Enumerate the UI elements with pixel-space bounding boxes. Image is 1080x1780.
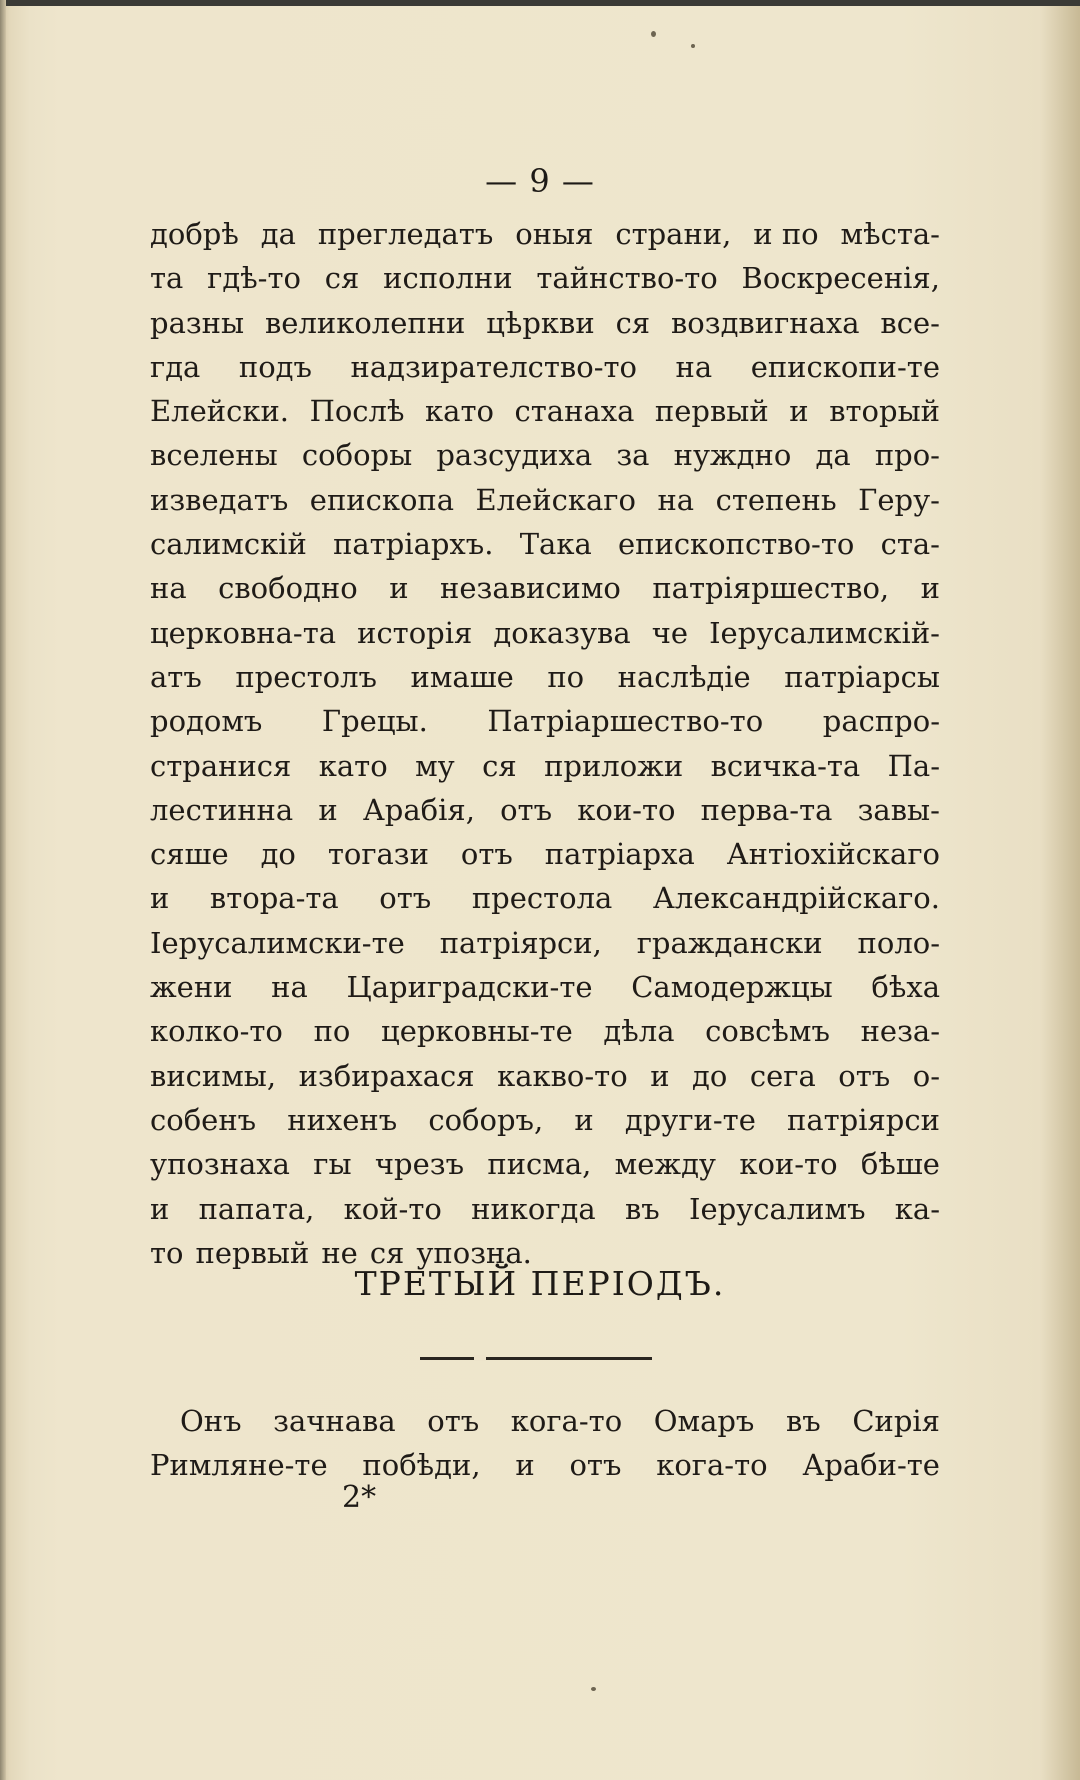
word: като — [425, 394, 494, 429]
text-line — [150, 301, 940, 345]
text-line — [150, 1098, 940, 1142]
word: че — [651, 615, 689, 650]
word: престола — [471, 881, 613, 916]
text-line — [150, 965, 940, 1009]
word: наслѣдіе — [617, 659, 751, 694]
word: соборъ, — [428, 1102, 544, 1137]
word: ся — [324, 261, 360, 296]
word: Римляне-те — [150, 1448, 328, 1483]
word: патріарха — [544, 837, 695, 872]
text-line — [150, 1142, 940, 1186]
paragraph-1 — [150, 212, 940, 1275]
word: сяше — [150, 837, 229, 872]
word: бѣше — [860, 1147, 940, 1182]
word: совсѣмъ — [705, 1014, 830, 1049]
word: церковны-те — [381, 1014, 573, 1049]
word: на — [657, 482, 695, 517]
word: патріархъ. — [333, 527, 494, 562]
word: патріяршество, — [652, 571, 890, 606]
signature-mark: 2* — [342, 1480, 377, 1515]
word: завы- — [857, 792, 940, 827]
word: Іерусалимски-те — [150, 925, 405, 960]
word: патріярси — [787, 1102, 940, 1137]
word: отъ — [569, 1448, 622, 1483]
word: прегледатъ — [317, 217, 494, 251]
word: Патріаршество-то — [487, 704, 764, 739]
word: Александрійскаго. — [652, 881, 940, 916]
word: втора-та — [209, 881, 339, 916]
word: отъ — [500, 792, 553, 827]
word: Елейскаго — [475, 482, 636, 517]
text-line — [150, 1054, 940, 1098]
word: Самодержцы — [631, 970, 833, 1005]
text-line — [150, 1187, 940, 1231]
word: приложи — [544, 748, 684, 783]
word: и — [920, 571, 940, 606]
word: отъ — [379, 881, 432, 916]
word: первый — [195, 1235, 310, 1270]
text-line — [150, 1443, 940, 1487]
word: да — [815, 438, 851, 473]
word: епископа — [309, 482, 455, 517]
word: като — [318, 748, 388, 783]
word: тогази — [327, 837, 429, 872]
word: и — [574, 1102, 594, 1137]
word: и по — [753, 217, 819, 251]
word: дѣла — [603, 1014, 675, 1049]
word: гда — [150, 349, 201, 384]
word: кога-то — [656, 1448, 768, 1483]
word: Послѣ — [309, 394, 405, 429]
word: отъ — [427, 1404, 480, 1438]
word: жени — [150, 970, 233, 1005]
paper-speck — [651, 31, 656, 37]
word: кога-то — [510, 1404, 623, 1438]
word: папата, — [198, 1191, 315, 1226]
word: собенъ — [150, 1102, 257, 1137]
word: чрезъ — [374, 1147, 465, 1182]
text-line — [150, 699, 940, 743]
word: по — [313, 1014, 351, 1049]
word: до — [692, 1058, 728, 1093]
word: мѣста- — [840, 217, 940, 251]
word: Іерусалимъ — [688, 1191, 866, 1226]
word: епископи-те — [750, 349, 940, 384]
word: упознаха — [150, 1147, 290, 1182]
text-line — [150, 389, 940, 433]
word: Сирія — [852, 1404, 940, 1438]
word: воздвигнаха — [670, 305, 860, 340]
text-line — [150, 566, 940, 610]
text-line — [150, 212, 940, 256]
word: въ — [624, 1191, 660, 1226]
word: ся — [615, 305, 651, 340]
word: имаше — [410, 659, 514, 694]
word: гдѣ-то — [207, 261, 301, 296]
word: отъ — [460, 837, 513, 872]
word: други-те — [624, 1102, 756, 1137]
page-top-edge — [0, 0, 1080, 6]
word: висимы, — [150, 1058, 277, 1093]
word: станаха — [514, 394, 635, 429]
word: на — [150, 571, 187, 606]
text-line — [150, 611, 940, 655]
text-line — [150, 655, 940, 699]
word: и — [515, 1448, 535, 1483]
page-number: — 9 — — [485, 162, 595, 200]
text-line — [150, 256, 940, 300]
word: первый — [654, 394, 769, 429]
word: Араби-те — [802, 1448, 940, 1483]
word: про- — [874, 438, 940, 473]
word: избирахася — [298, 1058, 475, 1093]
word: за — [616, 438, 650, 473]
paragraph-2 — [150, 1399, 940, 1488]
word: до — [260, 837, 296, 872]
word: тайнство-то — [536, 261, 718, 296]
word: Арабія, — [362, 792, 475, 827]
word: неза- — [860, 1014, 940, 1049]
word: зачнава — [273, 1404, 396, 1438]
text-line — [150, 788, 940, 832]
word: Цариградски-те — [346, 970, 593, 1005]
word: цѣркви — [486, 305, 595, 340]
word: вторый — [829, 394, 940, 429]
word: Воскресенія, — [741, 261, 940, 296]
word: побѣди, — [362, 1448, 481, 1483]
word: церковна-та — [150, 615, 337, 650]
word: Така — [519, 527, 592, 562]
word: въ — [785, 1404, 821, 1438]
word: патріярси, — [439, 925, 602, 960]
word: гы — [313, 1147, 352, 1182]
word: не — [321, 1235, 358, 1270]
word: разсудиха — [436, 438, 593, 473]
text-line — [150, 1399, 940, 1443]
text-line — [150, 876, 940, 920]
text-line — [150, 433, 940, 477]
word: о- — [912, 1058, 940, 1093]
word: между — [614, 1147, 716, 1182]
word: и — [318, 792, 338, 827]
word: кой-то — [343, 1191, 442, 1226]
word: и — [150, 1191, 170, 1226]
word: оныя — [515, 217, 594, 251]
word: отъ — [838, 1058, 891, 1093]
word: свободно — [218, 571, 358, 606]
word: исполни — [383, 261, 513, 296]
word: независимо — [440, 571, 621, 606]
word: Грецы. — [321, 704, 428, 739]
word: страни, — [615, 217, 732, 251]
page-spine-edge — [0, 0, 6, 1780]
word: Омаръ — [653, 1404, 755, 1438]
word: кои-то — [739, 1147, 838, 1182]
word: Антіохійскаго — [726, 837, 940, 872]
word: Па- — [887, 748, 940, 783]
word: и — [150, 881, 170, 916]
paper-speck — [691, 44, 695, 48]
word: вселены — [150, 438, 278, 473]
text-line — [150, 1009, 940, 1053]
word: нихенъ — [287, 1102, 398, 1137]
word: поло- — [857, 925, 940, 960]
word: исторія — [357, 615, 473, 650]
word: ста- — [880, 527, 940, 562]
word: по — [547, 659, 585, 694]
word: му — [415, 748, 455, 783]
text-line — [150, 478, 940, 522]
word: граждански — [636, 925, 823, 960]
paper-speck — [591, 1687, 596, 1691]
word: и — [650, 1058, 670, 1093]
word: на — [271, 970, 308, 1005]
section-divider-gap — [474, 1355, 486, 1361]
text-line — [150, 522, 940, 566]
word: странися — [150, 748, 292, 783]
word: Іерусалимскій- — [709, 615, 940, 650]
word: салимскій — [150, 527, 307, 562]
word: патріарсы — [784, 659, 940, 694]
word: все- — [880, 305, 940, 340]
word: на — [675, 349, 713, 384]
word: ся — [369, 1235, 405, 1270]
word: распро- — [822, 704, 940, 739]
word: престолъ — [235, 659, 377, 694]
word: та — [150, 261, 184, 296]
word: великолепни — [264, 305, 466, 340]
word: Геру- — [858, 482, 940, 517]
word: сега — [749, 1058, 816, 1093]
word: разны — [150, 305, 245, 340]
word: никогда — [471, 1191, 596, 1226]
word: подъ — [238, 349, 312, 384]
word: какво-то — [497, 1058, 628, 1093]
word: епископство-то — [618, 527, 855, 562]
word: изведатъ — [150, 482, 289, 517]
word: родомъ — [150, 704, 263, 739]
word: лестинна — [150, 792, 294, 827]
word: степень — [715, 482, 837, 517]
word: и — [389, 571, 409, 606]
text-line — [150, 832, 940, 876]
section-divider — [420, 1357, 652, 1360]
word: Онъ — [180, 1404, 242, 1438]
word: ся — [482, 748, 517, 783]
text-line — [150, 345, 940, 389]
word: бѣха — [871, 970, 940, 1005]
word: писма, — [487, 1147, 592, 1182]
text-line — [150, 921, 940, 965]
word: добрѣ — [150, 217, 239, 251]
word: доказува — [493, 615, 631, 650]
section-heading: ТРЕТЫЙ ПЕРІОДЪ. — [354, 1264, 726, 1303]
word: нуждно — [673, 438, 792, 473]
word: колко-то — [150, 1014, 283, 1049]
word: ка- — [894, 1191, 940, 1226]
word: упозна. — [416, 1235, 532, 1270]
word: и — [789, 394, 809, 429]
word: перва-та — [700, 792, 833, 827]
word: соборы — [301, 438, 413, 473]
word: то — [150, 1235, 184, 1270]
word: да — [260, 217, 296, 251]
word: всичка-та — [710, 748, 861, 783]
word: надзирателство-то — [350, 349, 637, 384]
word: Елейски. — [150, 394, 289, 429]
text-line — [150, 744, 940, 788]
word: кои-то — [577, 792, 676, 827]
word: атъ — [150, 659, 202, 694]
